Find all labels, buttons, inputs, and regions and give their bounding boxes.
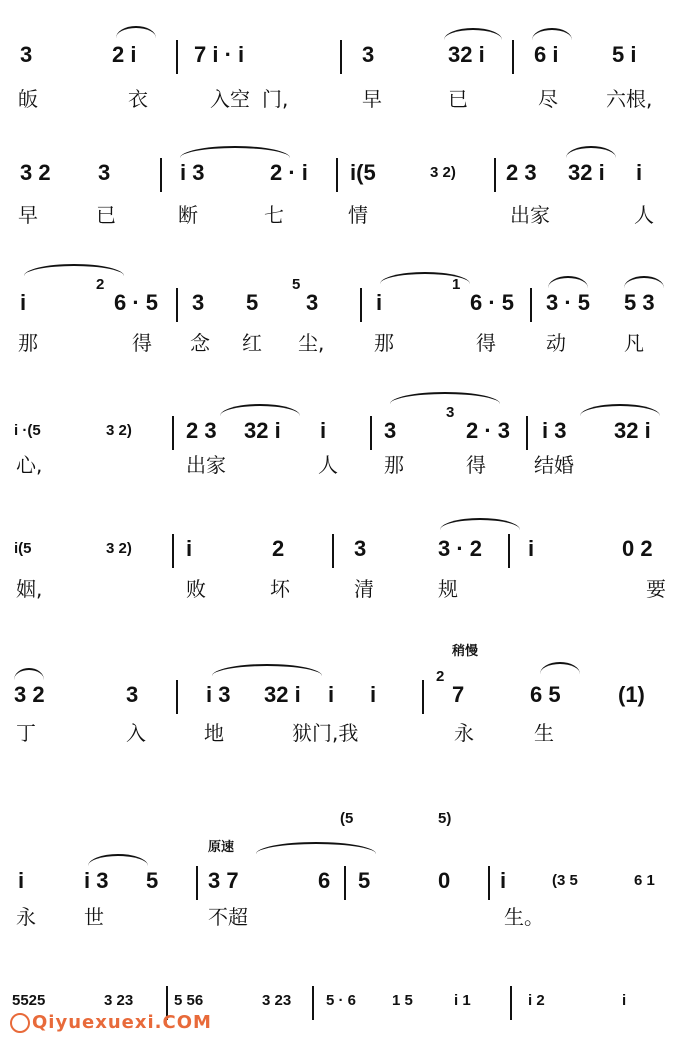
note: i — [500, 868, 507, 893]
barline — [340, 40, 342, 74]
grace-note: 2 — [436, 668, 445, 685]
lyric: 凡 — [624, 331, 644, 355]
note: i(5 — [14, 540, 32, 557]
notes-row — [0, 866, 700, 896]
note: 3 23 — [104, 992, 134, 1009]
lyrics-row — [0, 84, 700, 114]
note: 6 — [318, 868, 331, 893]
note: 2 · 3 — [466, 418, 511, 443]
barline — [508, 534, 510, 568]
barline — [526, 416, 528, 450]
note: 2 · i — [270, 160, 308, 185]
slur — [180, 146, 290, 158]
lyric: 世 — [84, 905, 104, 929]
note: 6 · 5 — [114, 290, 159, 315]
lyric: 不超 — [208, 905, 248, 929]
lyric: 生 — [534, 721, 554, 745]
note: i — [528, 536, 535, 561]
lyrics-row — [0, 200, 700, 230]
note: i — [636, 160, 643, 185]
note: i — [376, 290, 383, 315]
slur — [532, 28, 572, 40]
tempo-marking: 原速 — [208, 840, 235, 855]
lyrics-row — [0, 902, 700, 932]
note: 2 i — [112, 42, 137, 67]
slur — [566, 146, 616, 158]
lyric: 生。 — [504, 905, 544, 929]
barline — [172, 534, 174, 568]
note: 3 — [20, 42, 33, 67]
note: 32 i — [264, 682, 301, 707]
notes-row — [0, 534, 700, 564]
slur — [212, 664, 322, 676]
notes-row — [0, 276, 700, 318]
note: 3 — [354, 536, 367, 561]
slur — [624, 276, 664, 288]
barline — [530, 288, 532, 322]
note: 6 1 — [634, 872, 655, 889]
notes-row — [0, 404, 700, 446]
note: 3 — [306, 290, 319, 315]
lyric: 皈 — [18, 87, 38, 111]
lyric: 门, — [262, 87, 289, 111]
lyric: 已 — [448, 87, 468, 111]
lyric: 败 — [186, 577, 206, 601]
lyric: 姻, — [16, 577, 43, 601]
note: 3 — [126, 682, 139, 707]
lyric: 出家 — [186, 453, 226, 477]
lyric: 心, — [16, 453, 43, 477]
note: 2 — [272, 536, 285, 561]
barline — [176, 40, 178, 74]
note: 5 3 — [624, 290, 655, 315]
note: 7 — [452, 682, 465, 707]
lyric: 人 — [634, 203, 654, 227]
barline — [360, 288, 362, 322]
lyric: 丁 — [16, 721, 36, 745]
lyric: 那 — [18, 331, 38, 355]
note: i — [320, 418, 327, 443]
note: 1 5 — [392, 992, 413, 1009]
note: 32 i — [244, 418, 281, 443]
note: 3 2) — [106, 422, 132, 439]
lyric: 入 — [126, 721, 146, 745]
lyric: 人 — [318, 453, 338, 477]
slur — [220, 404, 300, 416]
lyric: 永 — [16, 905, 36, 929]
lyric: 早 — [18, 203, 38, 227]
lyric: 坏 — [270, 577, 290, 601]
slur — [548, 276, 588, 288]
lyric: 早 — [362, 87, 382, 111]
note: 32 i — [448, 42, 485, 67]
note: 3 · 5 — [546, 290, 591, 315]
grace-note: 3 — [446, 404, 455, 421]
barline — [344, 866, 346, 900]
note: 6 · 5 — [470, 290, 515, 315]
barline — [494, 158, 496, 192]
note: i — [328, 682, 335, 707]
note: i ·(5 — [14, 422, 41, 439]
note: 3 — [362, 42, 375, 67]
slur — [390, 392, 500, 404]
note: i 3 — [84, 868, 109, 893]
note: i — [370, 682, 377, 707]
slur — [88, 854, 148, 866]
barline — [336, 158, 338, 192]
lyric: 那 — [384, 453, 404, 477]
slur — [444, 28, 502, 40]
grace-note: 5 — [292, 276, 301, 293]
lyric: 念 — [190, 331, 210, 355]
slur — [14, 668, 44, 680]
note: 5 — [246, 290, 259, 315]
lyrics-row — [0, 328, 700, 358]
note: 3 7 — [208, 868, 239, 893]
note: i(5 — [350, 160, 376, 185]
lyric: 要 — [646, 577, 666, 601]
note: 32 i — [568, 160, 605, 185]
note: 6 5 — [530, 682, 561, 707]
lyrics-row — [0, 450, 700, 480]
slur — [580, 404, 660, 416]
grace-note: 1 — [452, 276, 461, 293]
watermark: Qiyuexuexi.COM — [32, 1012, 212, 1033]
lyric: 尘, — [298, 331, 325, 355]
slur — [256, 842, 376, 854]
note: i — [18, 868, 25, 893]
barline — [370, 416, 372, 450]
note: 0 — [438, 868, 451, 893]
note: 3 — [98, 160, 111, 185]
lyric: 六根, — [606, 87, 653, 111]
note: 5 · 6 — [326, 992, 357, 1009]
barline — [422, 680, 424, 714]
note: 5 — [146, 868, 159, 893]
lyric: 得 — [132, 331, 152, 355]
note: 3 — [384, 418, 397, 443]
lyric: 清 — [354, 577, 374, 601]
barline — [312, 986, 314, 1020]
note: i 3 — [180, 160, 205, 185]
note: 5525 — [12, 992, 46, 1009]
lyric: 得 — [466, 453, 486, 477]
lyric: 动 — [546, 331, 566, 355]
lyric: 红 — [242, 331, 262, 355]
note: 2 3 — [506, 160, 537, 185]
barline — [488, 866, 490, 900]
notes-row — [0, 158, 700, 188]
note: 3 2 — [14, 682, 45, 707]
barline — [176, 288, 178, 322]
note: 3 2) — [106, 540, 132, 557]
lyric: 那 — [374, 331, 394, 355]
barline — [160, 158, 162, 192]
lyric: 情 — [348, 203, 368, 227]
note: i 3 — [206, 682, 231, 707]
lyric: 得 — [476, 331, 496, 355]
alt-note: 5) — [438, 810, 452, 827]
slur — [440, 518, 520, 530]
lyric: 永 — [454, 721, 474, 745]
note: 2 3 — [186, 418, 217, 443]
note: 5 56 — [174, 992, 204, 1009]
lyric: 断 — [178, 203, 198, 227]
lyrics-row — [0, 574, 700, 604]
note: (3 5 — [552, 872, 578, 889]
lyric: 衣 — [128, 87, 148, 111]
note: (1) — [618, 682, 645, 707]
note: 7 i · i — [194, 42, 245, 67]
lyric: 七 — [264, 203, 284, 227]
slur — [24, 264, 124, 276]
barline — [172, 416, 174, 450]
note: i 1 — [454, 992, 471, 1009]
note: i — [186, 536, 193, 561]
lyrics-row — [0, 718, 700, 748]
barline — [512, 40, 514, 74]
note: i — [20, 290, 27, 315]
barline — [510, 986, 512, 1020]
slur — [116, 26, 156, 38]
lyric: 已 — [96, 203, 116, 227]
note: 6 i — [534, 42, 559, 67]
watermark-logo-icon — [10, 1013, 30, 1033]
grace-note: 2 — [96, 276, 105, 293]
tempo-marking: 稍慢 — [452, 644, 479, 659]
barline — [176, 680, 178, 714]
alt-note: (5 — [340, 810, 354, 827]
barline — [332, 534, 334, 568]
note: i 3 — [542, 418, 567, 443]
barline — [196, 866, 198, 900]
note: 5 i — [612, 42, 637, 67]
note: 0 2 — [622, 536, 653, 561]
lyric: 尽 — [538, 87, 558, 111]
note: 3 · 2 — [438, 536, 483, 561]
note: 3 23 — [262, 992, 292, 1009]
slur — [540, 662, 580, 674]
note: 3 — [192, 290, 205, 315]
lyric: 规 — [438, 577, 458, 601]
notes-row — [0, 40, 700, 70]
note: 3 2 — [20, 160, 51, 185]
notes-row — [0, 668, 700, 710]
lyric: 入空 — [210, 87, 250, 111]
note: i 2 — [528, 992, 545, 1009]
lyric: 出家 — [510, 203, 550, 227]
lyric: 狱门,我 — [292, 721, 359, 745]
lyric: 地 — [204, 721, 224, 745]
note: 3 2) — [430, 164, 456, 181]
note: 32 i — [614, 418, 651, 443]
note: i — [622, 992, 627, 1009]
note: 5 — [358, 868, 371, 893]
lyric: 结婚 — [534, 453, 574, 477]
